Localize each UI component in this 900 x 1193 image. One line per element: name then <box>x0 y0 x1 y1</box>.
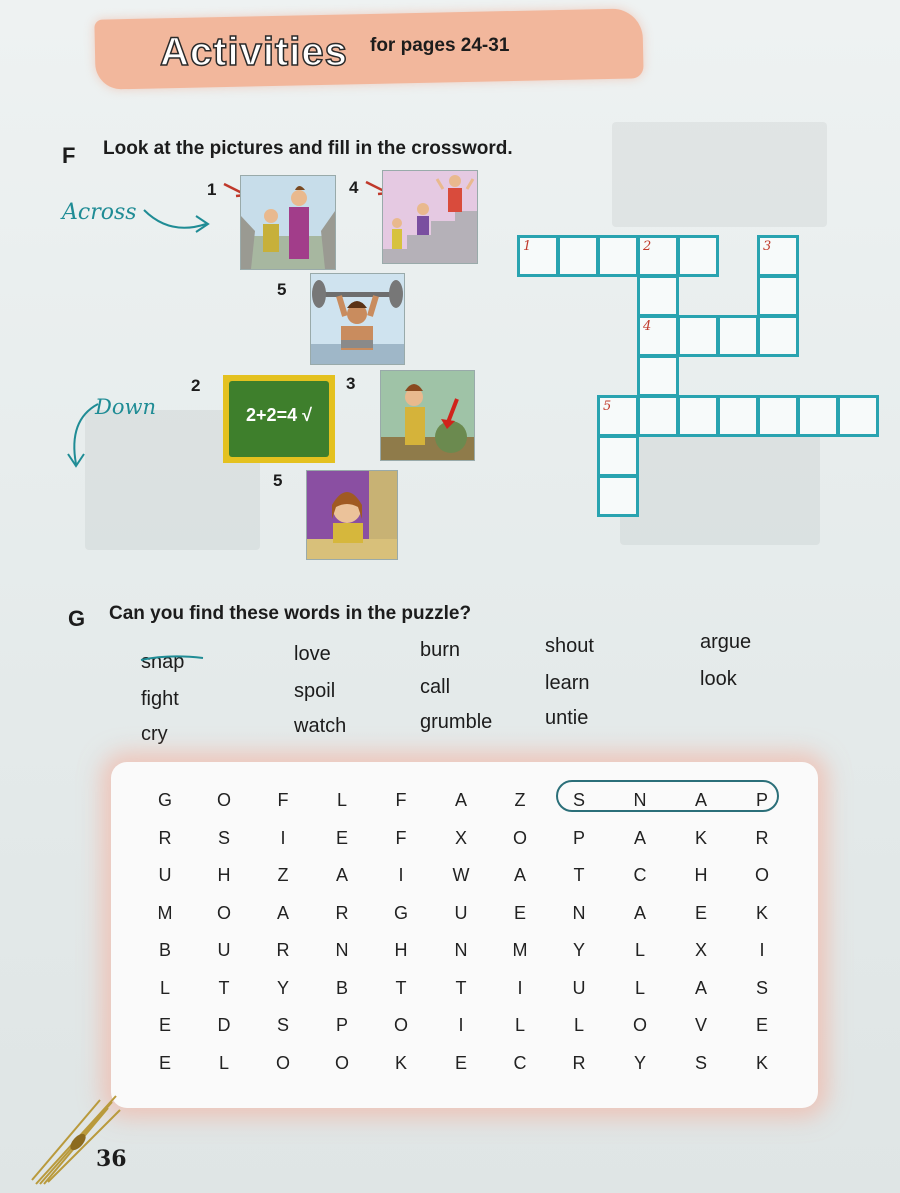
section-g-instruction: Can you find these words in the puzzle? <box>109 603 472 624</box>
clue-picture-boy-thorn <box>380 370 475 461</box>
puzzle-letter[interactable]: P <box>755 790 768 810</box>
puzzle-letter[interactable]: Z <box>277 865 289 885</box>
puzzle-letter[interactable]: A <box>694 977 707 998</box>
puzzle-letter[interactable]: A <box>335 865 348 885</box>
puzzle-letter[interactable]: W <box>452 865 470 885</box>
puzzle-letter[interactable]: L <box>573 1015 584 1035</box>
puzzle-letter[interactable]: L <box>218 1052 229 1073</box>
crossword-cell[interactable] <box>597 475 639 517</box>
down-label: Down <box>95 395 156 419</box>
puzzle-letter[interactable]: U <box>217 940 231 960</box>
search-word: learn <box>545 672 590 694</box>
puzzle-letter[interactable]: C <box>513 1052 527 1073</box>
puzzle-letter[interactable]: I <box>280 827 286 848</box>
search-word: burn <box>420 639 461 661</box>
crossword-cell[interactable] <box>637 315 679 357</box>
search-word: call <box>420 676 451 698</box>
across-label: Across <box>62 200 137 225</box>
crossword-cell[interactable] <box>677 315 719 357</box>
puzzle-letter[interactable]: A <box>454 790 467 810</box>
crossword-cell[interactable] <box>677 395 719 437</box>
clue-number: 4 <box>349 178 359 197</box>
puzzle-letter[interactable]: F <box>395 827 407 848</box>
puzzle-letter[interactable]: U <box>454 902 468 923</box>
puzzle-letter[interactable]: Y <box>633 1052 646 1073</box>
search-word: spoil <box>294 680 336 702</box>
puzzle-letter[interactable]: E <box>454 1052 467 1073</box>
puzzle-letter[interactable]: A <box>633 902 646 923</box>
puzzle-letter[interactable]: Y <box>276 977 289 998</box>
puzzle-letter[interactable]: H <box>217 865 231 885</box>
puzzle-letter[interactable]: O <box>393 1015 408 1035</box>
wheat-bundle-icon <box>30 1088 125 1188</box>
across-arrow-icon <box>140 200 215 240</box>
crossword-cell-number: 5 <box>603 399 612 414</box>
puzzle-letter[interactable]: N <box>454 940 468 960</box>
section-f-instruction: Look at the pictures and fill in the crossword. <box>103 138 513 159</box>
puzzle-letter[interactable]: V <box>694 1015 707 1035</box>
crossword-cell[interactable] <box>717 315 759 357</box>
puzzle-letter[interactable]: D <box>217 1015 231 1035</box>
puzzle-letter[interactable]: F <box>395 790 407 810</box>
crossword-cell[interactable] <box>597 435 639 477</box>
crossword-cell[interactable] <box>637 275 679 317</box>
search-word: love <box>294 643 331 665</box>
puzzle-letter[interactable]: T <box>455 977 467 998</box>
puzzle-letter[interactable]: E <box>158 1052 171 1073</box>
chalkboard-text: 2+2=4 √ <box>246 405 312 425</box>
puzzle-letter[interactable]: S <box>694 1052 707 1073</box>
found-word-circle <box>556 780 779 812</box>
crossword-cell[interactable] <box>757 275 799 317</box>
puzzle-letter[interactable]: G <box>393 902 408 923</box>
puzzle-letter[interactable]: P <box>335 1015 348 1035</box>
puzzle-letter[interactable]: A <box>633 827 646 848</box>
puzzle-letter[interactable]: L <box>336 790 347 810</box>
clue-picture-brothers <box>240 175 336 270</box>
puzzle-letter[interactable]: G <box>157 790 172 810</box>
puzzle-letter[interactable]: E <box>513 902 526 923</box>
crossword-cell[interactable] <box>717 395 759 437</box>
strikethrough-mark <box>139 652 207 664</box>
puzzle-letter[interactable]: T <box>395 977 407 998</box>
puzzle-letter[interactable]: S <box>217 827 230 848</box>
puzzle-letter[interactable]: M <box>512 940 528 960</box>
page-number: 36 <box>96 1146 127 1172</box>
puzzle-letter[interactable]: A <box>276 902 289 923</box>
crossword-cell[interactable] <box>517 235 559 277</box>
puzzle-letter[interactable]: N <box>633 790 647 810</box>
clue-picture-weightlifter <box>310 273 405 365</box>
puzzle-letter[interactable]: X <box>694 940 707 960</box>
crossword-cell-number: 1 <box>523 239 532 254</box>
crossword-cell-number: 3 <box>763 239 772 254</box>
crossword-cell[interactable] <box>637 395 679 437</box>
search-word: grumble <box>420 711 493 733</box>
puzzle-letter[interactable]: I <box>759 940 765 960</box>
puzzle-letter[interactable]: H <box>394 940 408 960</box>
clue-picture-stairs <box>382 170 478 264</box>
clue-number: 1 <box>207 180 217 199</box>
search-word: argue <box>700 631 752 653</box>
puzzle-letter[interactable]: U <box>158 865 172 885</box>
puzzle-letter[interactable]: K <box>755 902 768 923</box>
clue-number: 3 <box>346 374 356 393</box>
section-g-letter: G <box>68 606 86 631</box>
search-word: shout <box>545 635 594 657</box>
puzzle-letter[interactable]: P <box>572 827 585 848</box>
puzzle-letter[interactable]: R <box>158 827 172 848</box>
crossword-cell[interactable] <box>597 235 639 277</box>
puzzle-letter[interactable]: E <box>755 1015 768 1035</box>
puzzle-letter[interactable]: O <box>275 1052 290 1073</box>
puzzle-letter[interactable]: T <box>218 977 230 998</box>
puzzle-letter[interactable]: O <box>754 865 769 885</box>
clue-number: 2 <box>191 376 201 395</box>
puzzle-letter[interactable]: K <box>394 1052 407 1073</box>
clue-picture-chalkboard <box>223 375 335 463</box>
crossword-cell[interactable] <box>797 395 839 437</box>
crossword-cell[interactable] <box>757 235 799 277</box>
crossword-cell[interactable] <box>757 315 799 357</box>
puzzle-letter[interactable]: O <box>216 790 231 810</box>
puzzle-letter[interactable]: O <box>512 827 527 848</box>
section-f-letter: F <box>62 143 76 168</box>
crossword-cell[interactable] <box>557 235 599 277</box>
puzzle-letter[interactable]: N <box>572 902 586 923</box>
puzzle-letter[interactable]: O <box>632 1015 647 1035</box>
search-word: look <box>700 668 737 690</box>
puzzle-letter[interactable]: A <box>694 790 707 810</box>
bleedthrough-image <box>612 122 827 227</box>
puzzle-letter[interactable]: L <box>159 977 170 998</box>
crossword-cell-number: 4 <box>643 319 652 334</box>
puzzle-letter[interactable]: L <box>514 1015 525 1035</box>
puzzle-letter[interactable]: B <box>335 977 348 998</box>
clue-number: 5 <box>277 280 287 299</box>
crossword-cell-number: 2 <box>643 239 652 254</box>
puzzle-letter[interactable]: C <box>633 865 647 885</box>
puzzle-letter[interactable]: F <box>277 790 289 810</box>
search-word: snap <box>141 651 185 673</box>
puzzle-letter[interactable]: E <box>158 1015 171 1035</box>
clue-picture-thinking-girl <box>306 470 398 560</box>
search-word: untie <box>545 707 589 729</box>
puzzle-letter[interactable]: E <box>694 902 707 923</box>
crossword-cell[interactable] <box>757 395 799 437</box>
down-arrow-icon <box>60 400 105 475</box>
puzzle-letter[interactable]: Y <box>572 940 585 960</box>
puzzle-letter[interactable]: B <box>158 940 171 960</box>
puzzle-letter[interactable]: R <box>276 940 290 960</box>
puzzle-letter[interactable]: A <box>513 865 526 885</box>
search-word: fight <box>141 688 179 710</box>
puzzle-letter[interactable]: O <box>216 902 231 923</box>
puzzle-letter[interactable]: R <box>755 827 769 848</box>
puzzle-letter[interactable]: Z <box>514 790 526 810</box>
search-word: watch <box>294 715 347 737</box>
search-word: cry <box>141 723 168 745</box>
puzzle-letter[interactable]: K <box>694 827 707 848</box>
puzzle-letter[interactable]: L <box>634 977 645 998</box>
puzzle-letter[interactable]: M <box>157 902 173 923</box>
puzzle-letter[interactable]: O <box>334 1052 349 1073</box>
puzzle-letter[interactable]: H <box>694 865 708 885</box>
puzzle-letter[interactable]: S <box>276 1015 289 1035</box>
puzzle-letter[interactable]: R <box>335 902 349 923</box>
puzzle-letter[interactable]: E <box>335 827 348 848</box>
puzzle-letter[interactable]: U <box>572 977 586 998</box>
page-title: Activities <box>160 30 348 74</box>
puzzle-letter[interactable]: S <box>755 977 768 998</box>
puzzle-letter[interactable]: L <box>634 940 645 960</box>
clue-number: 5 <box>273 471 283 490</box>
crossword-cell[interactable] <box>597 395 639 437</box>
puzzle-letter[interactable]: T <box>573 865 585 885</box>
puzzle-letter[interactable]: S <box>572 790 585 810</box>
crossword-cell[interactable] <box>637 235 679 277</box>
puzzle-letter[interactable]: K <box>755 1052 768 1073</box>
puzzle-letter[interactable]: N <box>335 940 349 960</box>
crossword-cell[interactable] <box>677 235 719 277</box>
puzzle-letter[interactable]: X <box>454 827 467 848</box>
crossword-cell[interactable] <box>637 355 679 397</box>
puzzle-letter[interactable]: I <box>398 865 404 885</box>
puzzle-letter[interactable]: I <box>458 1015 464 1035</box>
puzzle-letter[interactable]: R <box>572 1052 586 1073</box>
crossword-cell[interactable] <box>837 395 879 437</box>
puzzle-letter[interactable]: I <box>517 977 523 998</box>
page-subtitle: for pages 24-31 <box>370 35 510 56</box>
